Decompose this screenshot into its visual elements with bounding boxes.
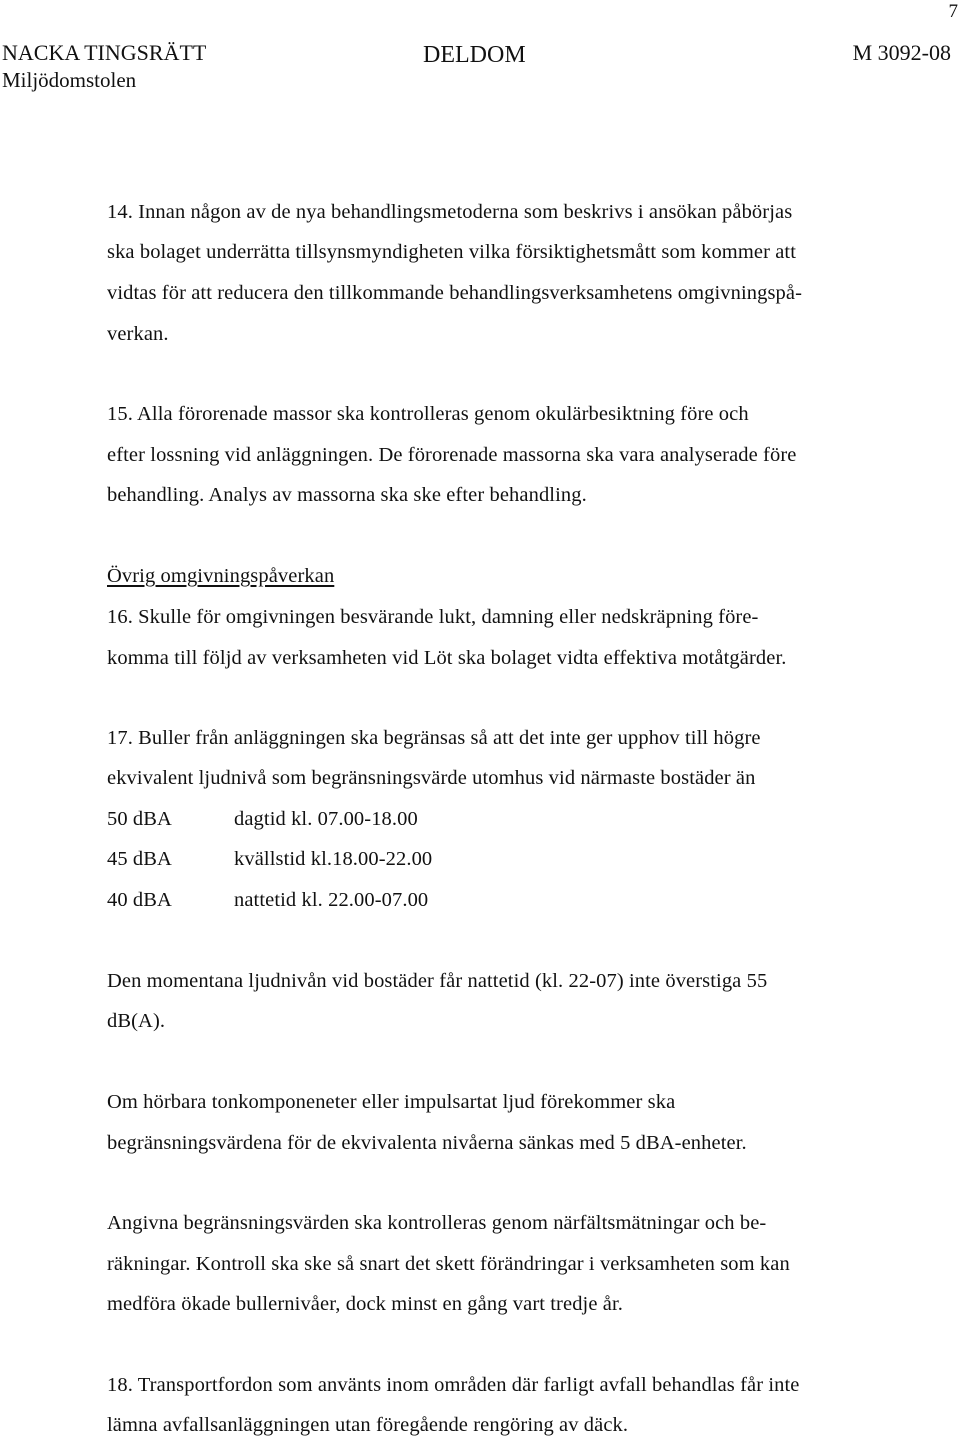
- paragraph-line: vidtas för att reducera den tillkommande behandlingsverksamhetens omgivningspå-: [107, 282, 803, 304]
- paragraph-line: behandling. Analys av massorna ska ske efter behandling.: [107, 484, 587, 506]
- paragraph-line: 15. Alla förorenade massor ska kontrolleras genom okulärbesiktning före och: [107, 403, 749, 425]
- noise-level: 40 dBA: [107, 889, 172, 911]
- paragraph-line: medföra ökade bullernivåer, dock minst en gång vart tredje år.: [107, 1293, 623, 1315]
- noise-level: 50 dBA: [107, 808, 172, 830]
- paragraph-line: begränsningsvärdena för de ekvivalenta nivåerna sänkas med 5 dBA-enheter.: [107, 1132, 747, 1154]
- noise-period: kvällstid kl.18.00-22.00: [234, 848, 433, 870]
- paragraph-line: 18. Transportfordon som använts inom områden där farligt avfall behandlas får inte: [107, 1374, 800, 1396]
- paragraph-line: efter lossning vid anläggningen. De förorenade massorna ska vara analyserade före: [107, 444, 797, 466]
- paragraph-line: Angivna begränsningsvärden ska kontrolleras genom närfältsmätningar och be-: [107, 1212, 767, 1234]
- court-department: Miljödomstolen: [2, 68, 137, 92]
- paragraph-line: lämna avfallsanläggningen utan föregående rengöring av däck.: [107, 1414, 629, 1436]
- paragraph-line: komma till följd av verksamheten vid Löt ska bolaget vidta effektiva motåtgärder.: [107, 647, 787, 669]
- paragraph-line: Om hörbara tonkomponeneter eller impulsartat ljud förekommer ska: [107, 1091, 676, 1113]
- noise-period: dagtid kl. 07.00-18.00: [234, 808, 418, 830]
- noise-level: 45 dBA: [107, 848, 172, 870]
- section-heading: Övrig omgivningspåverkan: [107, 565, 335, 587]
- paragraph-line: dB(A).: [107, 1010, 166, 1032]
- paragraph-line: 16. Skulle för omgivningen besvärande lukt, damning eller nedskräpning före-: [107, 606, 759, 628]
- paragraph-line: räkningar. Kontroll ska ske så snart det skett förändringar i verksamheten som kan: [107, 1253, 790, 1275]
- case-number: M 3092-08: [852, 40, 951, 65]
- paragraph-line: ekvivalent ljudnivå som begränsningsvärde utomhus vid närmaste bostäder än: [107, 767, 756, 789]
- document-type: DELDOM: [423, 42, 526, 68]
- page-number: 7: [948, 1, 958, 22]
- paragraph-line: 14. Innan någon av de nya behandlingsmetoderna som beskrivs i ansökan påbörjas: [107, 201, 793, 223]
- paragraph-line: 17. Buller från anläggningen ska begränsas så att det inte ger upphov till högre: [107, 727, 761, 749]
- paragraph-line: Den momentana ljudnivån vid bostäder får nattetid (kl. 22-07) inte överstiga 55: [107, 970, 768, 992]
- noise-period: nattetid kl. 22.00-07.00: [234, 889, 429, 911]
- paragraph-line: verkan.: [107, 323, 169, 345]
- court-name: NACKA TINGSRÄTT: [2, 40, 207, 65]
- paragraph-line: ska bolaget underrätta tillsynsmyndigheten vilka försiktighetsmått som kommer att: [107, 241, 797, 263]
